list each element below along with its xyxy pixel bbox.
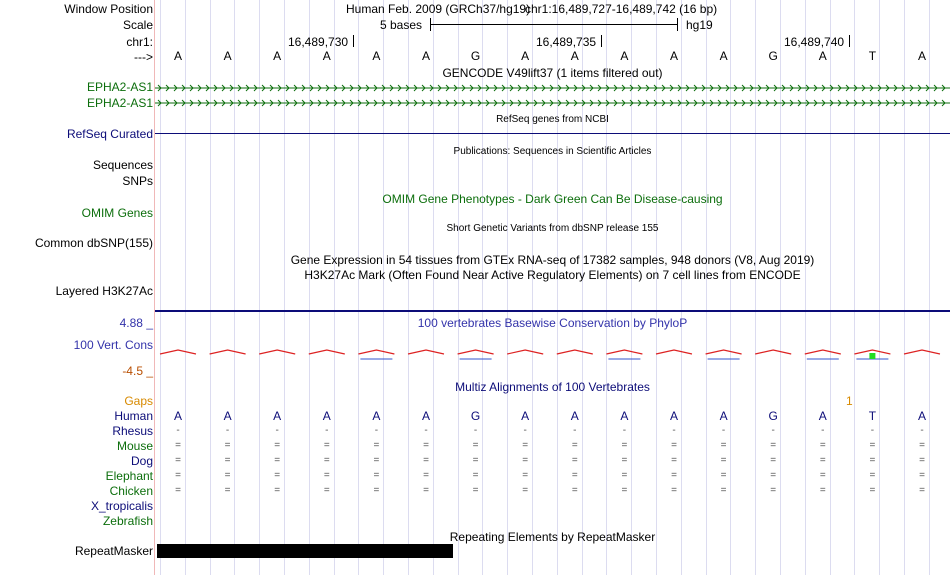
base-sequence-row: [0, 49, 950, 63]
human-base-1: A: [173, 409, 182, 423]
phylop-mark: [507, 350, 543, 354]
phylop-mark: [210, 350, 246, 354]
base-13: G: [768, 49, 778, 63]
base-6: A: [421, 49, 430, 63]
gencode-transcript-1[interactable]: [155, 82, 950, 94]
chicken-base-3: =: [274, 485, 281, 496]
human-base-12: A: [719, 409, 728, 423]
phylop-max-label: 4.88 _: [119, 316, 153, 330]
gaps-label[interactable]: Gaps: [124, 394, 153, 408]
refseq-track-title[interactable]: RefSeq genes from NCBI: [496, 114, 609, 125]
human-base-14: A: [818, 409, 827, 423]
rhesus-base-16: -: [920, 425, 924, 436]
tick-label-1: 16,489,730: [288, 35, 349, 49]
dog-base-4: =: [323, 455, 330, 466]
base-7: G: [470, 49, 481, 63]
rhesus-base-8: -: [523, 425, 527, 436]
base-4: A: [322, 49, 331, 63]
chicken-base-2: =: [224, 485, 231, 496]
chicken-base-14: =: [819, 485, 826, 496]
rhesus-base-11: -: [672, 425, 676, 436]
gap-marker: 1: [846, 394, 853, 408]
base-11: A: [669, 49, 678, 63]
rhesus-base-2: -: [225, 425, 230, 436]
phylop-mark: [904, 350, 940, 354]
refseq-gene-line[interactable]: [155, 133, 950, 134]
chicken-base-8: =: [522, 485, 529, 496]
scale-bar-left-tick: [430, 18, 431, 31]
phylop-track-label[interactable]: 100 Vert. Cons: [73, 338, 153, 352]
species-label-human[interactable]: Human: [114, 409, 153, 423]
species-label-elephant[interactable]: Elephant: [105, 469, 153, 483]
mouse-base-16: =: [919, 440, 925, 451]
dog-base-7: =: [472, 455, 479, 466]
elephant-base-10: =: [621, 470, 628, 481]
scale-text: 5 bases: [380, 18, 423, 32]
dog-base-16: =: [919, 455, 925, 466]
phylop-mark: [656, 350, 692, 354]
rhesus-base-4: -: [325, 425, 329, 436]
dog-base-1: =: [175, 455, 181, 466]
dog-alignment-row: [0, 455, 950, 467]
dog-base-2: =: [224, 455, 231, 466]
elephant-base-8: =: [522, 470, 529, 481]
rhesus-base-6: -: [424, 425, 428, 436]
mouse-base-11: =: [671, 440, 677, 451]
elephant-base-7: =: [472, 470, 479, 481]
position-text[interactable]: chr1:16,489,727-16,489,742 (16 bp): [525, 2, 718, 16]
sequences-label[interactable]: Sequences: [92, 158, 153, 172]
rhesus-base-9: -: [573, 425, 577, 436]
dog-base-6: =: [423, 455, 429, 466]
tick-label-2: 16,489,735: [536, 35, 597, 49]
elephant-base-16: =: [919, 470, 925, 481]
human-base-5: A: [372, 409, 381, 423]
rhesus-base-14: -: [821, 425, 825, 436]
elephant-base-3: =: [274, 470, 281, 481]
chicken-base-13: =: [770, 485, 777, 496]
chicken-base-1: =: [175, 485, 181, 496]
mouse-base-1: =: [175, 440, 181, 451]
base-15: T: [868, 49, 877, 63]
dog-base-9: =: [571, 455, 578, 466]
species-label-chicken[interactable]: Chicken: [109, 484, 153, 498]
mouse-base-5: =: [373, 440, 380, 451]
repeatmasker-track-title[interactable]: Repeating Elements by RepeatMasker: [449, 530, 656, 544]
species-label-mouse[interactable]: Mouse: [116, 439, 153, 453]
elephant-base-2: =: [224, 470, 231, 481]
elephant-base-9: =: [571, 470, 578, 481]
chicken-base-10: =: [621, 485, 628, 496]
dog-base-3: =: [274, 455, 281, 466]
dog-base-12: =: [720, 455, 727, 466]
base-5: A: [372, 49, 381, 63]
human-base-15: T: [868, 409, 877, 423]
elephant-base-14: =: [819, 470, 826, 481]
multiz-track-title[interactable]: Multiz Alignments of 100 Vertebrates: [455, 380, 650, 394]
phylop-track-title[interactable]: 100 vertebrates Basewise Conservation by PhyloP: [417, 316, 688, 330]
elephant-base-6: =: [423, 470, 429, 481]
rhesus-base-10: -: [622, 425, 627, 436]
phylop-mark: [358, 350, 394, 354]
mouse-base-14: =: [819, 440, 826, 451]
phylop-mark: [259, 350, 295, 354]
rhesus-base-13: -: [771, 425, 775, 436]
elephant-base-12: =: [720, 470, 727, 481]
snps-label[interactable]: SNPs: [122, 174, 153, 188]
chicken-base-9: =: [571, 485, 578, 496]
chicken-base-7: =: [472, 485, 479, 496]
rhesus-base-1: -: [176, 425, 180, 436]
base-9: A: [570, 49, 579, 63]
mouse-base-10: =: [621, 440, 628, 451]
phylop-conservation-plot[interactable]: [155, 345, 950, 365]
mouse-alignment-row: [0, 440, 950, 452]
phylop-highlight-mark: [869, 353, 875, 359]
gtex-track-title[interactable]: Gene Expression in 54 tissues from GTEx RNA-seq of 17382 samples, 948 donors (V8, Aug 2019): [290, 253, 815, 267]
mouse-base-4: =: [323, 440, 330, 451]
chicken-base-5: =: [373, 485, 380, 496]
strand-arrow-label: --->: [134, 50, 153, 64]
human-base-3: A: [273, 409, 282, 423]
base-8: A: [521, 49, 530, 63]
mouse-base-12: =: [720, 440, 727, 451]
base-12: A: [719, 49, 728, 63]
phylop-mark: [557, 350, 593, 354]
dog-base-8: =: [522, 455, 529, 466]
human-base-11: A: [669, 409, 678, 423]
elephant-base-15: =: [869, 470, 876, 481]
mouse-base-9: =: [571, 440, 578, 451]
chicken-base-4: =: [323, 485, 330, 496]
omim-track-title[interactable]: OMIM Gene Phenotypes - Dark Green Can Be Disease-causing: [382, 192, 723, 206]
elephant-base-13: =: [770, 470, 777, 481]
dog-base-13: =: [770, 455, 777, 466]
mouse-base-8: =: [522, 440, 529, 451]
chrom-label: chr1:: [126, 35, 153, 49]
dbsnp-track-title[interactable]: Short Genetic Variants from dbSNP release 155: [446, 223, 659, 234]
human-base-7: G: [470, 409, 481, 423]
species-label-dog[interactable]: Dog: [130, 454, 153, 468]
repeatmasker-label[interactable]: RepeatMasker: [74, 544, 153, 558]
phylop-mark: [755, 350, 791, 354]
gencode-item-label-1[interactable]: EPHA2-AS1: [86, 80, 153, 94]
elephant-base-1: =: [175, 470, 181, 481]
common-dbsnp-label[interactable]: Common dbSNP(155): [34, 236, 153, 250]
h3k27ac-signal-line[interactable]: [155, 310, 950, 312]
tick-mark-3: [849, 35, 850, 47]
tick-mark-2: [601, 35, 602, 47]
rhesus-base-15: -: [870, 425, 875, 436]
mouse-base-3: =: [274, 440, 281, 451]
mouse-base-6: =: [423, 440, 429, 451]
mouse-base-13: =: [770, 440, 777, 451]
mouse-base-7: =: [472, 440, 479, 451]
dog-base-15: =: [869, 455, 876, 466]
elephant-base-4: =: [323, 470, 330, 481]
tick-mark-1: [353, 35, 354, 47]
gencode-transcript-2[interactable]: [155, 97, 950, 109]
human-base-16: A: [917, 409, 926, 423]
gencode-item-label-2[interactable]: EPHA2-AS1: [86, 96, 153, 110]
dog-base-14: =: [819, 455, 826, 466]
rhesus-base-3: -: [275, 425, 279, 436]
phylop-mark: [458, 350, 494, 354]
chicken-alignment-row: [0, 485, 950, 497]
base-1: A: [173, 49, 182, 63]
chicken-base-12: =: [720, 485, 727, 496]
window-position-label: Window Position: [64, 2, 153, 16]
human-base-8: A: [521, 409, 530, 423]
base-3: A: [273, 49, 282, 63]
rhesus-base-5: -: [374, 425, 379, 436]
repeatmasker-element[interactable]: [157, 544, 453, 558]
assembly-text: Human Feb. 2009 (GRCh37/hg19): [346, 2, 531, 16]
chicken-base-11: =: [671, 485, 677, 496]
human-base-10: A: [620, 409, 629, 423]
base-14: A: [818, 49, 827, 63]
dog-base-5: =: [373, 455, 380, 466]
rhesus-base-12: -: [721, 425, 726, 436]
human-alignment-row: [0, 409, 950, 423]
dog-base-11: =: [671, 455, 677, 466]
scale-db: hg19: [686, 18, 713, 32]
species-label-x-tropicalis[interactable]: X_tropicalis: [90, 499, 153, 513]
scale-bar-right-tick: [677, 18, 678, 31]
elephant-alignment-row: [0, 470, 950, 482]
elephant-base-5: =: [373, 470, 380, 481]
phylop-mark: [805, 350, 841, 354]
human-base-9: A: [570, 409, 579, 423]
phylop-mark: [309, 350, 345, 354]
layered-h3k27ac-label[interactable]: Layered H3K27Ac: [55, 284, 153, 298]
human-base-2: A: [223, 409, 232, 423]
base-16: A: [917, 49, 926, 63]
base-2: A: [223, 49, 232, 63]
refseq-curated-label[interactable]: RefSeq Curated: [66, 127, 153, 141]
phylop-mark: [160, 350, 196, 354]
phylop-min-label: -4.5 _: [122, 364, 153, 378]
publications-track-title[interactable]: Publications: Sequences in Scientific Articles: [453, 146, 652, 157]
mouse-base-15: =: [869, 440, 876, 451]
phylop-mark: [606, 350, 642, 354]
elephant-base-11: =: [671, 470, 677, 481]
human-base-4: A: [322, 409, 331, 423]
gencode-track-title[interactable]: GENCODE V49lift37 (1 items filtered out): [442, 66, 663, 80]
h3k27ac-track-title[interactable]: H3K27Ac Mark (Often Found Near Active Regulatory Elements) on 7 cell lines from ENCODE: [304, 268, 801, 282]
scale-label: Scale: [122, 18, 153, 32]
tick-label-3: 16,489,740: [784, 35, 845, 49]
chicken-base-6: =: [423, 485, 429, 496]
human-base-6: A: [421, 409, 430, 423]
chicken-base-15: =: [869, 485, 876, 496]
phylop-mark: [706, 350, 742, 354]
base-10: A: [620, 49, 629, 63]
human-base-13: G: [768, 409, 778, 423]
dog-base-10: =: [621, 455, 628, 466]
rhesus-base-7: -: [473, 425, 478, 436]
species-label-rhesus[interactable]: Rhesus: [112, 424, 153, 438]
species-label-zebrafish[interactable]: Zebrafish: [102, 514, 153, 528]
mouse-base-2: =: [224, 440, 231, 451]
chicken-base-16: =: [919, 485, 925, 496]
phylop-mark: [408, 350, 444, 354]
rhesus-alignment-row: [0, 425, 950, 437]
scale-bar: [430, 24, 678, 25]
omim-genes-label[interactable]: OMIM Genes: [81, 206, 153, 220]
